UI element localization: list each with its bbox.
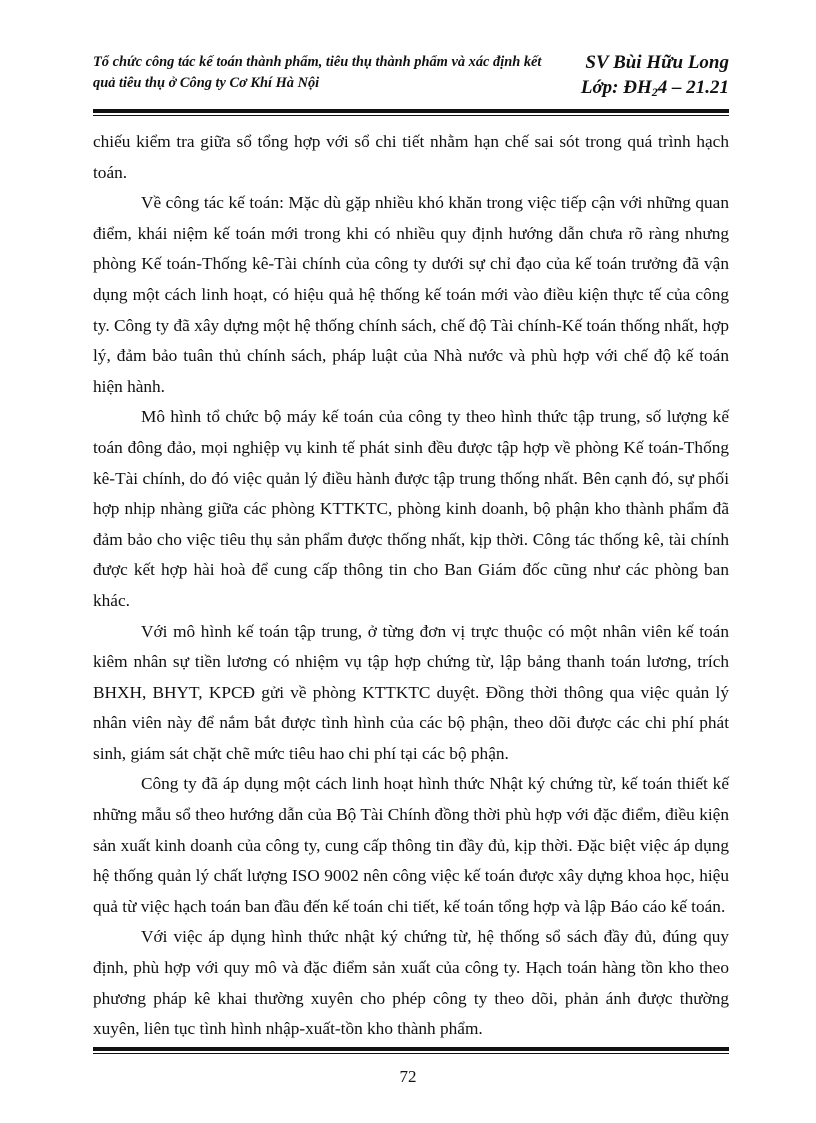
paragraph-continued: chiếu kiểm tra giữa sổ tổng hợp với sổ chi tiết nhằm hạn chế sai sót trong quá trình hạch toán.: [93, 132, 729, 182]
paragraph-centralized-model: Với mô hình kế toán tập trung, ở từng đơn vị trực thuộc có một nhân viên kế toán kiêm nhân sự tiền lương có nhiệm vụ tập hợp chứng từ, lập bảng thanh toán lương, trích BHXH, BHYT, KPCĐ gửi về phòng KTTKTC duyệt. Đồng thời thông qua việc quản lý nhân viên này để nắm bắt được tình hình của các bộ phận, theo dõi được các chi phí phát sinh, giám sát chặt chẽ mức tiêu hao chi phí tại các bộ phận.: [93, 621, 729, 763]
paragraph-organization-model: Mô hình tổ chức bộ máy kế toán của công ty theo hình thức tập trung, số lượng kế toán đông đảo, mọi nghiệp vụ kinh tế phát sinh đều được tập hợp về phòng Kế toán-Thống kê-Tài chính, do đó việc quản lý điều hành được tập trung thống nhất. Bên cạnh đó, sự phối hợp nhịp nhàng giữa các phòng KTTKTC, phòng kinh doanh, bộ phận kho thành phẩm đã đảm bảo cho việc tiêu thụ sản phẩm được thống nhất, kịp thời. Công tác thống kê, tài chính được kết hợp hài hoà để cung cấp thông tin cho Ban Giám đốc cũng như các phòng ban khác.: [93, 407, 729, 610]
page-number: 72: [399, 1067, 417, 1086]
footer-rule-thin: [93, 1053, 729, 1054]
paragraph-journal-form: Công ty đã áp dụng một cách linh hoạt hình thức Nhật ký chứng từ, kế toán thiết kế những mẫu sổ theo hướng dẫn của Bộ Tài Chính đồng thời phù hợp với đặc điểm, điều kiện sản xuất kinh doanh của công ty, cung cấp thông tin đầy đủ, kịp thời. Đặc biệt việc áp dụng hệ thống quản lý chất lượng ISO 9002 nên công việc kế toán được xây dựng khoa học, hiệu quả từ việc hạch toán ban đầu đến kế toán chi tiết, kế toán tổng hợp và lập Báo cáo kế toán.: [93, 774, 729, 916]
paragraph-accounting-work: Về công tác kế toán: Mặc dù gặp nhiều khó khăn trong việc tiếp cận với những quan điểm, khái niệm kế toán mới trong khi có nhiều quy định hướng dẫn chưa rõ ràng nhưng phòng Kế toán-Thống kê-Tài chính của công ty dưới sự chỉ đạo của kế toán trưởng đã vận dụng một cách linh hoạt, có hiệu quả hệ thống kế toán mới vào điều kiện thực tế của công ty. Công ty đã xây dựng một hệ thống chính sách, chế độ Tài chính-Kế toán thống nhất, hợp lý, đảm bảo tuân thủ chính sách, pháp luật của Nhà nước và phù hợp với chế độ kế toán hiện hành.: [93, 193, 729, 396]
header-rule-thick: [93, 109, 729, 113]
footer-rule-thick: [93, 1047, 729, 1051]
header-rule-thin: [93, 115, 729, 116]
paragraph-inventory: Với việc áp dụng hình thức nhật ký chứng từ, hệ thống sổ sách đầy đủ, đúng quy định, phù hợp với quy mô và đặc điểm sản xuất của công ty. Hạch toán hàng tồn kho theo phương pháp kê khai thường xuyên cho phép công ty theo dõi, phản ánh được thường xuyên, liên tục tình hình nhập-xuất-tồn kho thành phẩm.: [93, 927, 729, 1039]
header-class-prefix: Lớp: ĐH: [580, 77, 652, 98]
header-student-name: SV Bùi Hữu Long: [585, 52, 729, 73]
header-class: [559, 75, 729, 105]
body-text: [93, 127, 729, 1045]
header-title: Tổ chức công tác kế toán thành phẩm, tiêu thụ thành phẩm và xác định kết quả tiêu thụ ở Công ty Cơ Khí Hà Nội: [93, 54, 542, 91]
header-class-suffix: 4 – 21.21: [657, 77, 729, 98]
page-header: [93, 50, 729, 106]
header-author-block: [559, 50, 729, 105]
header-class-subscript: 2: [651, 85, 658, 99]
